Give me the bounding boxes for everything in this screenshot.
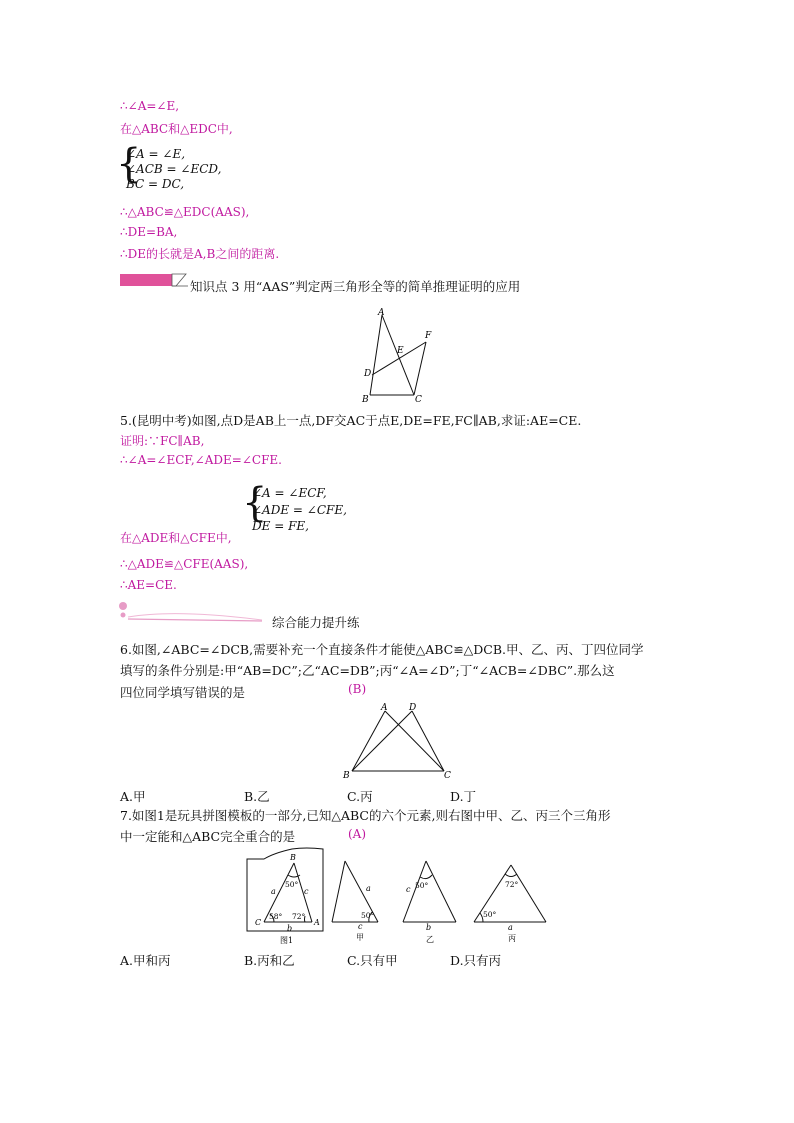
fig1-angle-C: 58°: [269, 912, 283, 921]
proof1-sys3: BC = DC,: [126, 177, 185, 191]
proof1-sys2: ∠ACB = ∠ECD,: [126, 162, 222, 176]
q6-label-B: B: [343, 771, 350, 781]
q7-option-d: D.只有丙: [450, 953, 502, 968]
section3-title: 知识点 3 用“AAS”判定两三角形全等的简单推理证明的应用: [190, 279, 521, 294]
q6-option-a: A.甲: [120, 789, 146, 804]
q7-figure-jia: [328, 855, 383, 945]
q7-figure-bing: [468, 855, 552, 945]
fig1-label-B: B: [290, 853, 296, 862]
jia-label-c: c: [358, 922, 363, 931]
q5-label-E: E: [397, 346, 404, 356]
q5-line4: ∴AE=CE.: [120, 578, 177, 592]
q5-line3: ∴△ADE≌△CFE(AAS),: [120, 557, 249, 571]
proof1-line4: ∴DE=BA,: [120, 225, 178, 239]
proof1-line1: ∴∠A=∠E,: [120, 99, 180, 113]
fig1-label-C: C: [255, 918, 262, 927]
proof1-sys1: ∠A = ∠E,: [126, 147, 186, 161]
q7-answer: (A): [348, 827, 367, 841]
proof1-line3: ∴△ABC≌△EDC(AAS),: [120, 205, 250, 219]
q5-sys3: DE = FE,: [252, 519, 309, 533]
q5-sys1: ∠A = ∠ECF,: [252, 486, 327, 500]
jia-label-a: a: [366, 884, 371, 893]
q6-label-C: C: [444, 771, 451, 781]
q6-label-D: D: [409, 703, 417, 713]
fig1-caption: 图1: [280, 936, 294, 945]
q5-label-C: C: [415, 395, 422, 405]
fig1-angle-A: 72°: [292, 912, 306, 921]
bing-label-a: a: [508, 923, 513, 932]
section-comp-title: 综合能力提升练: [272, 615, 360, 630]
q6-line2: 填写的条件分别是:甲“AB=DC”;乙“AC=DB”;丙“∠A=∠D”;丁“∠ACB=∠DBC”.那么这: [120, 663, 615, 678]
yi-label-c: c: [406, 885, 411, 894]
q6-answer: (B): [348, 682, 367, 696]
fig1-label-c: c: [304, 887, 309, 896]
q6-option-b: B.乙: [244, 789, 270, 804]
q7-option-c: C.只有甲: [347, 953, 398, 968]
jia-caption: 甲: [356, 933, 364, 942]
yi-label-b: b: [426, 923, 432, 932]
proof1-brace: {: [116, 141, 142, 187]
q5-label-D: D: [364, 369, 372, 379]
jia-angle: 50°: [361, 911, 375, 920]
bing-angle-left: 50°: [483, 910, 497, 919]
q7-line1: 7.如图1是玩具拼图模板的一部分,已知△ABC的六个元素,则右图中甲、乙、丙三个三角形: [120, 808, 611, 823]
section-comp-decoration: [116, 599, 266, 629]
q5-sys2: ∠ADE = ∠CFE,: [252, 503, 347, 517]
yi-caption: 乙: [426, 935, 434, 944]
section3-tab-icon: [120, 272, 192, 290]
q5-proof-start: 证明:∵FC∥AB,: [120, 434, 205, 448]
bing-caption: 丙: [508, 934, 516, 943]
q6-option-d: D.丁: [450, 789, 477, 804]
q5-question: 5.(昆明中考)如图,点D是AB上一点,DF交AC于点E,DE=FE,FC∥AB,求证:AE=CE.: [120, 413, 582, 428]
q7-figure1: [244, 845, 326, 945]
q6-line1: 6.如图,∠ABC=∠DCB,需要补充一个直接条件才能使△ABC≌△DCB.甲、乙、丙、丁四位同学: [120, 642, 644, 657]
q5-label-A: A: [378, 308, 385, 318]
proof1-line2: 在△ABC和△EDC中,: [120, 122, 233, 136]
fig1-angle-B: 50°: [285, 880, 299, 889]
q7-option-b: B.丙和乙: [244, 953, 295, 968]
q7-option-a: A.甲和丙: [120, 953, 171, 968]
q5-brace: {: [242, 480, 268, 526]
fig1-label-a: a: [271, 887, 276, 896]
bing-angle-top: 72°: [505, 880, 519, 889]
fig1-label-b: b: [287, 924, 293, 933]
q6-figure: [340, 700, 455, 782]
q6-label-A: A: [381, 703, 388, 713]
q7-figure-yi: [398, 855, 460, 945]
q6-option-c: C.丙: [347, 789, 373, 804]
proof1-line5: ∴DE的长就是A,B之间的距离.: [120, 247, 280, 261]
q5-label-B: B: [362, 395, 369, 405]
yi-angle: 50°: [415, 881, 429, 890]
q5-label-F: F: [425, 331, 432, 341]
q5-figure: [355, 305, 440, 405]
q6-line3: 四位同学填写错误的是: [120, 685, 246, 700]
q5-line2: ∴∠A=∠ECF,∠ADE=∠CFE.: [120, 453, 282, 467]
fig1-label-A: A: [314, 918, 320, 927]
q5-in-tri: 在△ADE和△CFE中,: [120, 531, 232, 545]
q7-line2: 中一定能和△ABC完全重合的是: [120, 829, 296, 844]
